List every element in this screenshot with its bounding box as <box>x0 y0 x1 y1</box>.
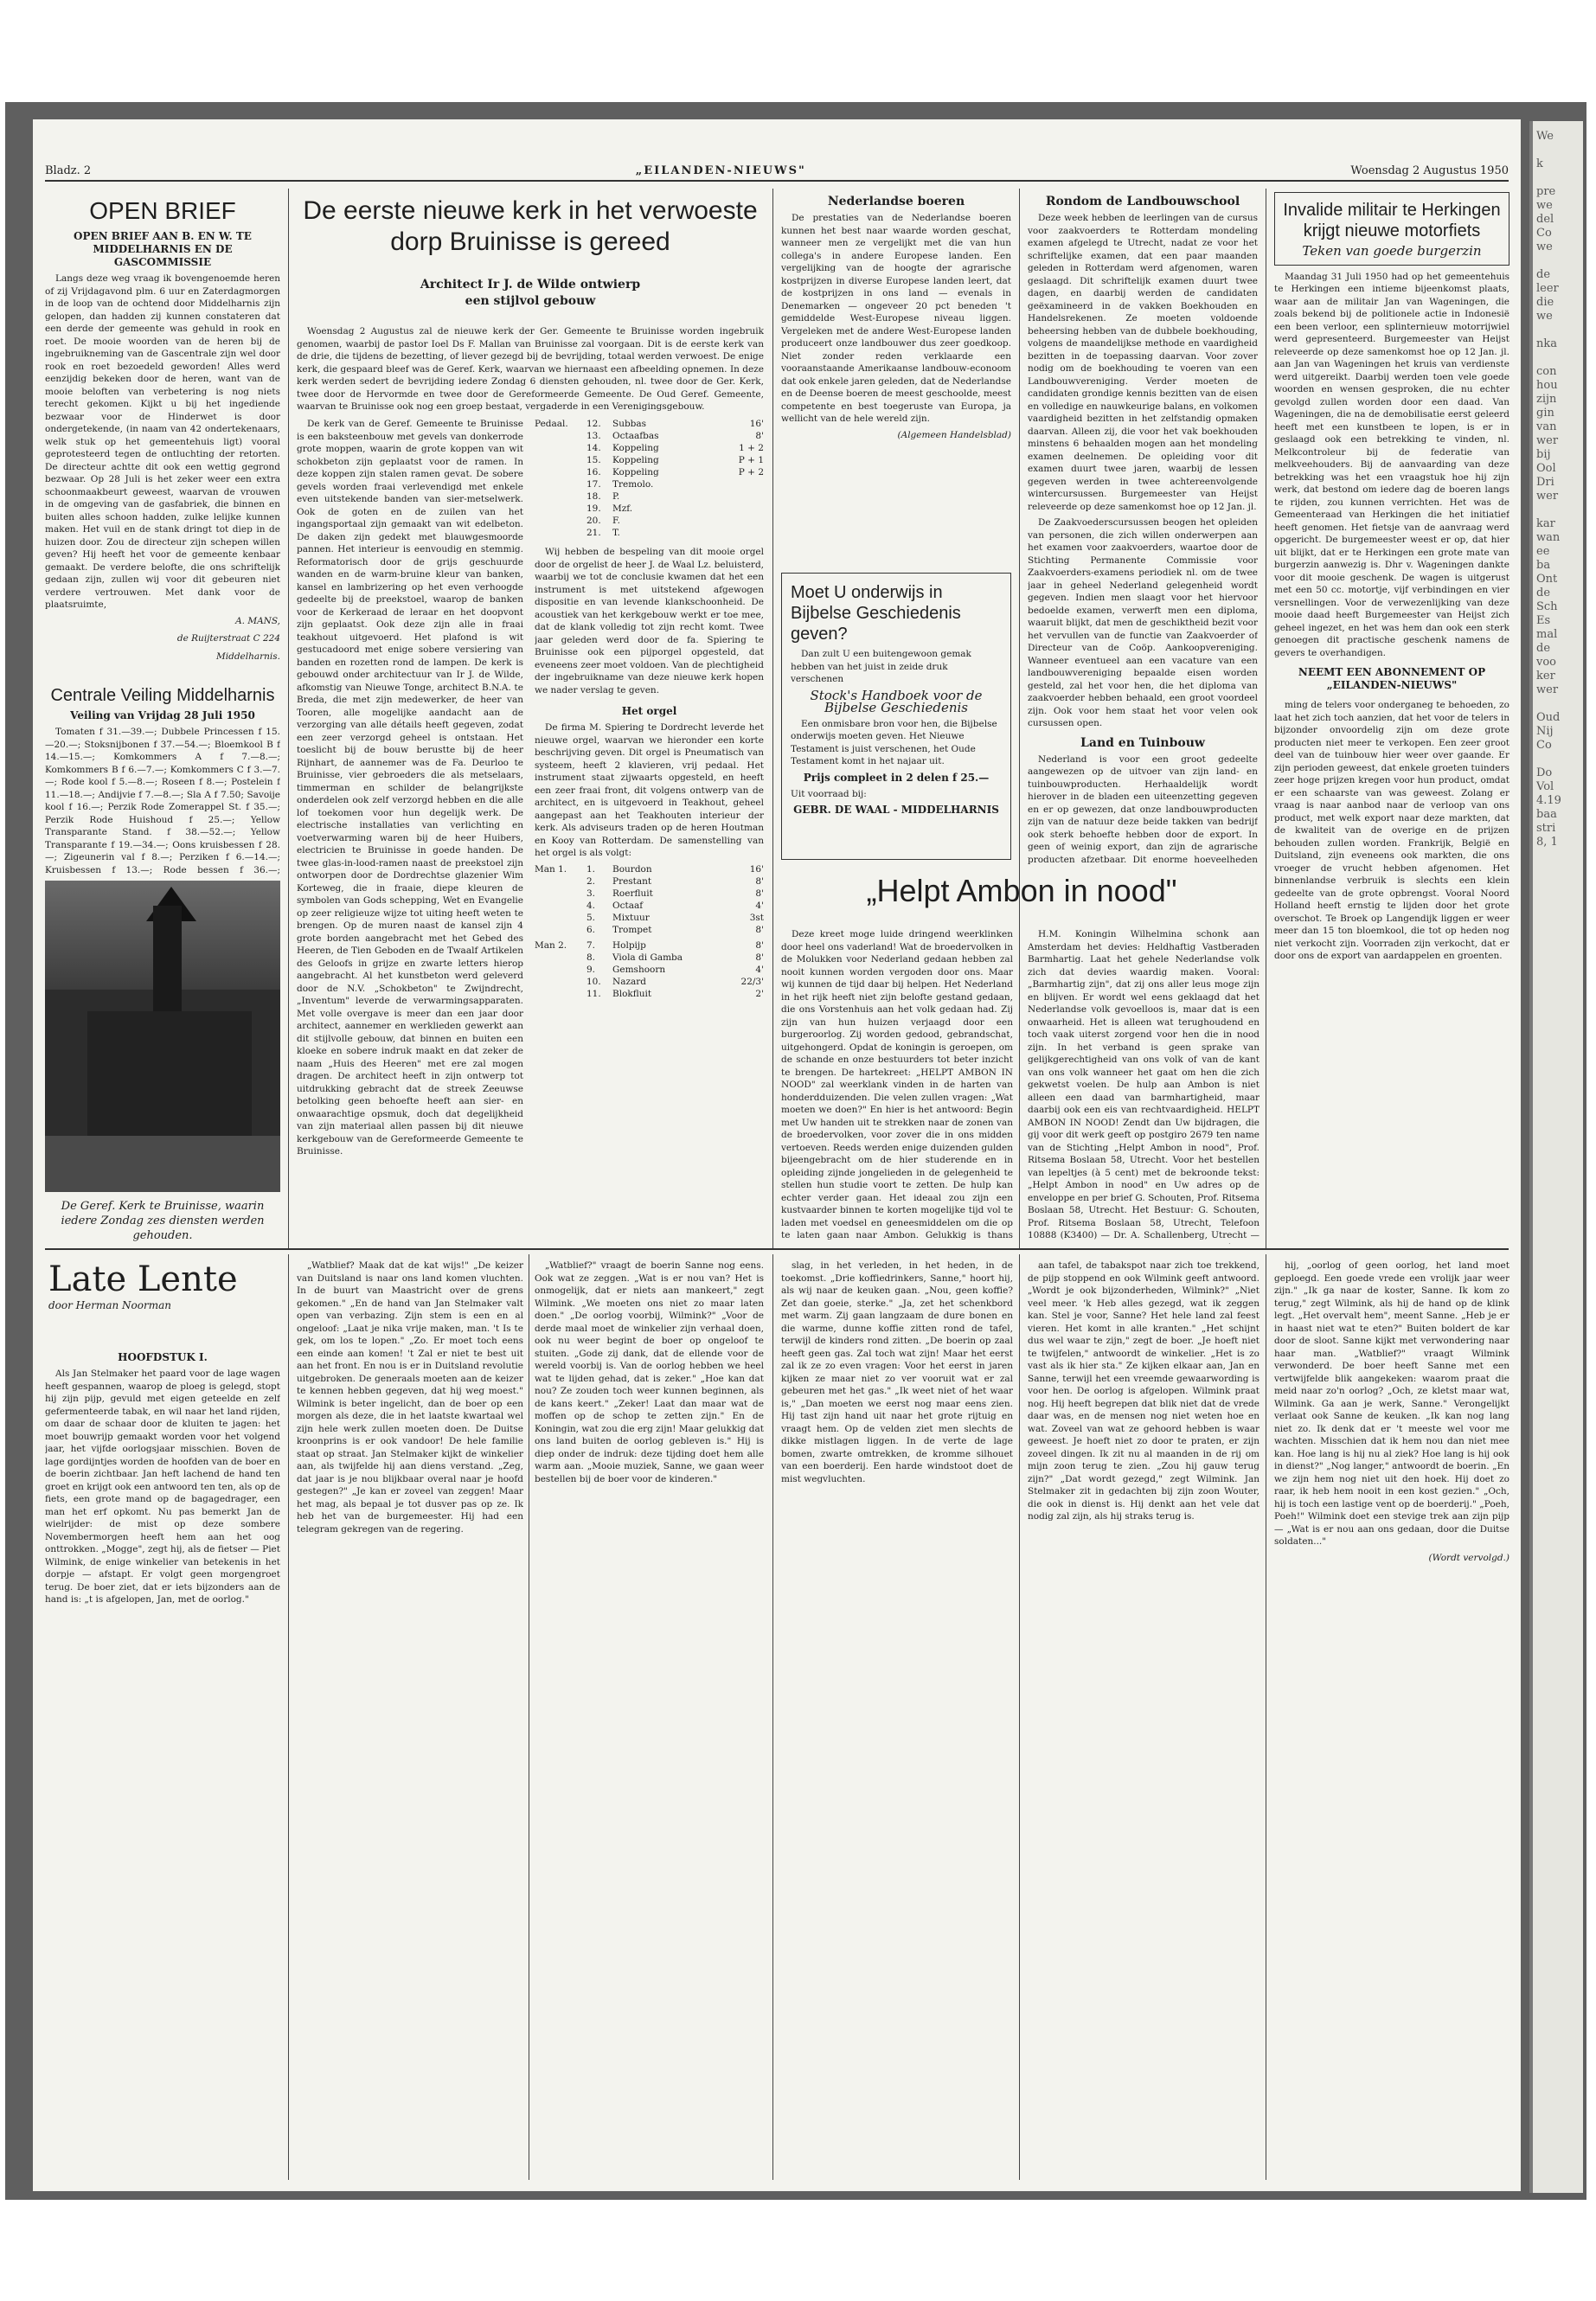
photo-ground <box>45 1136 280 1192</box>
late-lente-col6-text: hij, „oorlog of geen oorlog, het land moet geploegd. Een goede vrede een vrolijk jaar weer zijn." „Ik ga naar de koster, Sanne. Ik kom zo terug," zegt Wilmink, als hij de hand op de klink legt. „Het overvalt hem", meent Sanne. „Heb je er in haast niet wat te eten?" Buiten boldert de kar door de sloot. Sanne kijkt met verwondering naar haar man. „Watblief?" vraagt Wilmink verwonderd. De boer heeft Sanne met een vertwijfelde blik aangekeken: waarom praat die meid naar zo'n oorlog? „Och, ze kletst maar wat, Wilmink. Ga aan je werk, Sanne." Verongelijkt verlaat ook Sanne de keuken. „Ik kan nog lang niet zo. Ik denk dat er 't meeste wel voor me wachten. Misschien dat ik hem nou dan niet mee kan. Hoe lang is hij nu al ziek? Hoe lang is hij ook in dienst?" „Nog langer," antwoordt de boerin. „En we zijn hem nog niet uit den hoek. Hij doet zo raar, ik heb hem nooit in een kost gezien." „Och, hij is toch een lastige vent op de boerderij." „Poeh, Poeh!" Wilmink doet een stevige trek aan zijn pijp — „Wat is er nou aan ons gedaan, door die Duitse soldaten..." <box>1274 1260 1509 1547</box>
organ-pedal-row <box>535 527 764 539</box>
kerk-body-text: De kerk van de Geref. Gemeente te Bruinisse is een baksteenbouw met gevels van donkerrode grote moppen, waarin de grote koppen van wit schokbeton zijn geplaatst voor de ramen. In deze koppen zijn stalen ramen gevat. De sobere gevels worden fraai verlevendigd met enkele even uitstekende banden van sier-metselwerk. Ook de goten en de zuilen van het ingangsportaal zijn gemaakt van wit edelbeton. De daken zijn gedekt met blauwgesmoorde pannen. Het interieur is eenvoudig en stemmig. Reformatorisch door de grijs geschuurde wanden en de warm-bruine kleur van banken, kansel en lambrizering op het even verhoogde gedeelte bij de preekstoel, waarop de banken voor de Kerkeraad de leraar en het doopvont zijn geplaatst. Ook deze zijn alle in fraai teakhout uitgevoerd. Het plafond is wit gestucadoord met enige sobere versiering van banden en rozetten rond de lampen. De kerk is gebouwd onder architectuur van Ir J. de Wilde, afkomstig van Nieuwe Tonge, architect B.N.A. te Breda, die met zijn medewerker, de heer van Tooren, alle mogelijke aandacht aan de verzorging van alle détails heeft gegeven, zodat een zeer verzorgd geheel is ontstaan. Het toeslicht bij de bouw berustte bij de heer Rijnhart, de aannemer was de Fa. Deurloo te Bruinisse, vier gebroeders die als metselaars, timmerman en schilder de belangrijkste onderdelen ook zelf verzorgd hebben en die alle lof toekomen voor hun degelijk werk. De electrische installaties van verlichting en voetverwarming waren bij de heer Huibers, electricien te Bruinisse in goede handen. De twee glas-in-lood-ramen naast de preekstoel zijn ontworpen door de Dordrechtse glazenier Wim Korteweg, die in fraaie, diepe kleuren de symbolen van Gods schepping, Wet en Evangelie op zeer religieuze wijze tot uiting heeft weten te brengen. Op de muren naast de kansel zijn 4 grote borden aangebracht met het Gebed des Heeren, de Tien Geboden en de Twaalf Artikelen des Geloofs in grijze en zwarte letters hierop aangebracht. Al het kunstbeton werd geleverd door de N.V. „Schokbeton" te Zwijndrecht, „Inventum" leverde de verwarmingsapparaten. Met volle overgave is meer dan een jaar door architect, aannemer en werklieden gewerkt aan dit stijlvolle gebouw, dat binnen en buiten een kloeke en sobere indruk maakt en dat zeker de naam „Huis des Heeren" met ere zal mogen dragen. De architect heeft in zijn ontwerp tot uitdrukking gebracht dat de streek Zeeuwse betolking geen behoefte heeft aan sier- en onwaarachtige opsmuk, doch dat degelijkheid van zijn materiaal allen passen bij dit nieuwe kerkgebouw van de Gereformeerde Gemeente te Bruinisse. <box>297 419 523 1157</box>
organ-pedal-row <box>535 515 764 527</box>
late-lente-logo <box>48 1259 308 1329</box>
organ-stop-number: 15. <box>586 455 601 465</box>
organ-stop-number: 5. <box>586 912 596 923</box>
organ-division <box>535 466 586 478</box>
church-nave <box>87 1011 252 1136</box>
bible-ad-publisher: GEBR. DE WAAL - MIDDELHARNIS <box>793 804 999 816</box>
organ-division <box>535 442 586 454</box>
to-be-continued: (Wordt vervolgd.) <box>1428 1552 1509 1563</box>
column-rule <box>772 189 773 1248</box>
organ-stop-name: Viola di Gamba <box>612 952 683 963</box>
late-lente-col4 <box>781 1259 1013 2176</box>
organ-manual-1-row <box>535 888 764 900</box>
column-rule <box>288 189 289 1248</box>
organ-stop-name: Blokfluit <box>612 988 652 999</box>
organ-stop-number: 6. <box>586 924 596 935</box>
organ-stop-name: Octaaf <box>612 900 644 911</box>
late-lente-col3-text: „Watblief?" vraagt de boerin Sanne nog eens. Ook wat ze zeggen. „Wat is er nou van? Het is onmogelijk, dat er niets aan mankeert," zegt Wilmink. „We moeten ons niet zo maar laten doen." „De oorlog voorbij, Wilmink?" „Voor de derde maal moet de winkelier zijn verhaal doen, ook nu weer begint de boer op ongeloof te stuiten. „Gode zij dank, dat de ellende voor de wereld voorbij is. Van de oorlog hebben we heel wat te lijden gehad, dat is zeker." „Hoe kan dat nou? Ze zouden toch weer kunnen beginnen, als de kans keert." „Zeker! Laat dan maar wat de moffen op de schop te zetten zijn." En de Koningin, wat zou die erg zijn! Maar gelukkig dat ons land buiten de oorlog gebleven is." Hij is diep onder de indruk: deze tijding doet hem alle warm aan. „Mooie muziek, Sanne, we gaan weer bestellen bij de boer voor de kinderen." <box>535 1260 764 1484</box>
organ-manual-2-row <box>535 964 764 976</box>
ambon-col2-text: H.M. Koningin Wilhelmina schonk aan Amsterdam het devies: Heldhaftig Vastberaden Barmhartig. Laat het gehele Nederlandse volk zich dat devies waardig maken. Vooral: „Barmhartig zijn", dat zij ons aller leus moge zijn en blijven. Er wordt wel eens geklaagd dat het Nederlandse volk gevoelloos is, maar dat is een onwaarheid. Het is alleen wat terughoudend en toch vaak uiterst zorgend voor hen die in nood zijn. In het verband is geen sprake van gelijkgerechtigheid van ons volk of van de kant van ons volk wanneer het gaat om hen die zich gekwetst voelen. De hulp aan Ambon is niet alleen een daad van barmhartigheid, maar daarbij ook een eis van rechtvaardigheid. HELPT AMBON IN NOOD! Zendt dan Uw bijdragen, die gij voor dit werk geeft op postgiro 2679 ten name van de Stichting „Helpt Ambon in nood", Prof. Ritsema Boslaan 58, Utrecht. Voor het bestellen van lepeltjes (à 5 cent) met de bekroonde tekst: „Helpt Ambon in nood" en Uw adres op de enveloppe en per brief G. Schouten, Prof. Ritsema Boslaan 58, Utrecht. Het Bestuur: G. Schouten, Prof. Ritsema Boslaan 58, Utrecht, Telefoon 10888 (K3400) — Dr. A. Schallenberg, Utrecht — <box>1028 929 1259 1240</box>
bible-ad-book: Stock's Handboek voor de Bijbelse Geschiedenis <box>810 687 983 715</box>
organ-manual-1-row <box>535 924 764 936</box>
organ-stop-name: P. <box>612 491 620 502</box>
tuinbouw-title: Land en Tuinbouw <box>1080 735 1205 750</box>
late-lente-col4-text: slag, in het verleden, in het heden, in de toekomst. „Drie koffiedrinkers, Sanne," hoort hij, als wij naar de keuken gaan. „Nou, geen koffie? Zet dan goeie, sterke." „Ja, zet het schenkbord met warm. Zij gaan langzaam de dure bonen en die warme, dunne koffie zitten rond de tafel, terwijl de kinders rond zitten. „De boerin op zaal heeft geen gas. Zal toch wat zijn! Maar het eerst zal ik ze zo even vragen: Voor het eerst in jaren kijken ze maar niet zo ver vooruit wat er zal gebeuren met het gas." „Ik weet niet of het waar is," „Dan moeten we eerst nog maar eens zien. Hij tast zijn hand uit naar het grote rijtuig en vraagt hem. Op de velden ziet men slechts de dikke mistlagen liggen. In de verte de lage bomen, zwarte omtrekken, de kromme silhouet van een boerderij. Een harde windstoot doet de mist wegvluchten. <box>781 1260 1013 1484</box>
organ-stop-name: Nazard <box>612 976 646 987</box>
kerk-closing: Wij hebben de bespeling van dit mooie orgel door de orgelist de heer J. de Waal Lz. beluisterd, waarbij we tot de conclusie kwamen dat het een instrument is met uitstekend afgewogen dispositie en van levende klankschoonheid. De acoustiek van het kerkgebouw werkt er toe mee, dat de klank volledig tot zijn recht komt. Twee jaar geleden werd door de fa. Spiering te Bruinisse ook een pijporgel opgesteld, dat eveneens zeer moet voldoen. Van de plechtigheid der ingebruikname van deze nieuwe kerk hopen we nader verslag te geven. <box>535 547 764 695</box>
organ-stop-name: Bourdon <box>612 863 652 875</box>
organ-stop-pitch: P + 1 <box>738 455 764 465</box>
kerk-title: De eerste nieuwe kerk in het verwoeste dorp Bruinisse is gereed <box>303 196 758 256</box>
organ-stop-name: Octaafbas <box>612 431 659 441</box>
bible-ad-title: Moet U onderwijs in Bijbelse Geschiedenis geven? <box>791 583 961 644</box>
column-rule <box>1019 1254 1020 2180</box>
kerk-body-b <box>535 418 764 1244</box>
organ-pedal-row <box>535 503 764 515</box>
organ-stop-pitch: 8' <box>755 924 764 935</box>
organ-stop-number: 9. <box>586 964 596 975</box>
organ-stop-pitch: 1 + 2 <box>739 443 764 453</box>
organ-stop-pitch <box>729 490 764 503</box>
organ-stop-pitch <box>729 478 764 490</box>
veiling-title: Centrale Veiling Middelharnis <box>50 686 275 705</box>
motorfiets-article <box>1274 192 1509 1243</box>
ambon-col1-text: Deze kreet moge luide dringend weerklinken door heel ons vaderland! Wat de broedervolken in de Molukken voor Nederland gedaan hebben zal nooit kunnen worden vergoden door ons. Maar wij kunnen de tijd daar bij helpen. Het Nederland in het rijk heeft niet zijn belofte gestand gedaan, die ons Vorstenhuis aan het volk gedaan had. Zij zijn van hun huizen verjaagd door een burgeroorlog. Zij worden gedood, gebrandschat, uitgehongerd. Opdat de koningin is geroepen, om de schande en onze bestuurders tot beter inzicht te brengen. De hartekreet: „HELPT AMBON IN NOOD" zal weerklank vinden in de harten van honderdduizenden. Die velen zullen vragen: „Wat moeten we doen?" En hier is het antwoord: Begin met Uw handen uit te strekken naar de zonen van de broedervolken, voor zover die in ons midden vertoeven. Reeds werden enige duizenden gulden bijeengebracht om de hier studerende en in opleiding zijnde jongelieden in de gelegenheid te stellen hun studie voort te zetten. De hulp kan echter verder gaan. Het ideaal zou zijn een kustvaarder binnen te korten mogelijke tijd vol te laden met voedsel en geneesmiddelen om die op te laten gaan naar Ambon. Gelukkig is thans <box>781 929 1013 1240</box>
organ-division: Man 1. <box>535 863 567 875</box>
organ-manual-2 <box>535 939 764 1000</box>
landbouw-article <box>1028 192 1258 867</box>
organ-stop-name: Gemshoorn <box>612 964 666 975</box>
organ-stop-pitch: 8' <box>755 888 764 899</box>
ambon-col1 <box>781 928 1013 1244</box>
late-lente-author: door Herman Noorman <box>48 1299 172 1311</box>
organ-manual-1-row <box>535 875 764 888</box>
column-rule <box>1019 189 1020 1248</box>
landbouw-body: Deze week hebben de leerlingen van de cursus voor zaakvoerders te Rotterdam mondeling examen afgelegd te Utrecht, nadat ze voor het schriftelijke examen, dat een paar maanden geleden in Rotterdam werd afgenomen, waren geslaagd. Dit schriftelijk examen duurt twee dagen, en daarbij werden de candidaten geëxamineerd in de vakken Boekhouden en Handelsrekenen. Ze moeten voldoende beheersing hebben van de dubbele boekhouding, volgens de maandelijkse methode en vaardigheid bezitten in de toepassing daarvan. Voor zover nodig om de boekhouding te voeren van een Landbouwvereniging. Verder moeten de candidaten grondige kennis bezitten van de eisen en volledige en nauwkeurige balans, en volkomen vaardigheid bezitten in het zelfstandig opmaken daarvan. Alleen zij, die voor het vak boekhouden minstens 6 behaalden mogen aan het mondeling examen deelnemen. De opleiding voor dit examen duurt twee jaren, waarbij de lessen gegeven werden in twee achtereenvolgende wintercursussen. Burgemeester van Heijst releveerde op deze samenkomst hoe op 12 Jan. jl. <box>1028 213 1258 512</box>
organ-stop-name: Koppeling <box>612 467 659 478</box>
organ-stop-number: 2. <box>586 875 596 887</box>
organ-division <box>535 454 586 466</box>
organ-stop-pitch: 3st <box>749 912 764 923</box>
signature-town: Middelharnis. <box>215 651 280 662</box>
veiling-sub-1: Veiling van Vrijdag 28 Juli 1950 <box>70 709 255 721</box>
kerk-lead <box>297 325 764 412</box>
organ-stop-pitch: 4' <box>755 964 764 975</box>
open-brief-title: OPEN BRIEF <box>89 197 236 224</box>
organ-manual-1-row <box>535 912 764 924</box>
bible-ad <box>781 573 1011 860</box>
organ-manual-1-row <box>535 900 764 912</box>
column-rule <box>288 1254 289 2180</box>
late-lente-col1 <box>45 1348 280 2178</box>
organ-pedal-row <box>535 442 764 454</box>
veiling-section <box>45 682 280 876</box>
organ-stop-number: 7. <box>586 939 596 951</box>
organ-pedal-list <box>535 418 764 539</box>
page-number: Bladz. 2 <box>45 163 92 177</box>
organ-division <box>535 515 586 527</box>
motorfiets-body-2: ming de telers voor onderganeg te behoeden, zo laat het zich toch aanzien, dat het voor de telers in bijzonder onvoordelig zijn om deze grote producten niet meer te verkopen. Een zeer groot deel van de tuinbouw hier weer over gaande. Er zijn perioden geweest, dat enkele groeten tuinders zeer hoge prijzen kregen voor hun product, omdat er een schaarste van was geweest. Zolang er vraag is naar aanbod naar de verloop van ons product, met welk export naar deze markten, dat de kwaliteit van de overige en de prijzen behouden zullen worden. Frankrijk, België en Duitsland, zijn eveneens ook markten, die ons vroeger de vrucht hebben afgenomen. Het binnenlandse verbruik is slechts een klein gedeelte van de grote opbrengst. Vooral Noord Holland heeft ernstig te lijden door het grote overschot. Te Broek op Langendijk liggen er weer meer dan 15 ton bloemkool, die tot op heden nog niet verkocht zijn. Voorraden zijn verkocht, dat er door ons de export van aardappelen en groenten. <box>1274 700 1509 961</box>
organ-pedal-rows <box>535 418 764 539</box>
organ-pedal-row <box>535 454 764 466</box>
open-brief-body: Langs deze weg vraag ik bovengenoemde heren of zij Vrijdagavond plm. 6 uur en Zaterdagmorgen in de loop van de ochtend door Middelharnis zijn gelopen, dan hadden zij kunnen constateren dat een derde der gemeente was gehuld in rook en roet. De mooie woorden van de heren bij de ingebruikneming van de Gascentrale zijn wel door rook en roet bezoedeld geworden! Alles werd eenzijdig bekeken door de heren, want van de mooie beloften van verbetering is nog niets terecht gekomen. Kijkt u bij het ingediende bezwaar voor de Hinderwet is door ondergetekende, (in naam van 42 ondertekenaars, welk stuk op het gemeentehuis ligt) vooral geprotesteerd tegen de ontluchting der retorten. De directeur achtte dit ook een wettig gegrond bezwaar. Op 28 Juli is het zeker weer een extra schoonmaakbeurt geweest, waarvan de vrouwen in de omgeving van de gasfabriek, die binnen en buiten alles schoon hadden, zulke lelijke kunnen maken. Het vuil en de stank dringt tot diep in de huizen door. Zou de directeur zijn schepen willen geven? Hij heeft het voor de gemeente kenbaar gemaakt. De verdere belofte, die ons schriftelijk gedaan zijn, zullen wij voor dit gebeuren niet verdere vertrouwen. Met dank voor de plaatsruimte, <box>45 273 280 610</box>
newspaper-page <box>33 119 1521 2191</box>
organ-stop-number: 13. <box>586 431 601 441</box>
organ-stop-name: Trompet <box>612 924 652 935</box>
boeren-body: De prestaties van de Nederlandse boeren kunnen het best naar waarde worden geschat, wanneer men ze vergelijkt met die van hun collega's in andere Europese landen. Een vergelijking van de hoogte der agrarische kostprijzen in diverse Europese landen leert, dat de kostprijzen in ons land — evenals in Denemarken — ongeveer 20 pct beneden 't gemiddelde West-Europese niveau liggen. Vergeleken met de andere West-Europese landen produceert onze landbouwer dus zeer goedkoop. Niet zonder reden verklaarde een vooraanstaande Amerikaanse landbouw-econoom dat ook enkele jaren geleden, dat de Nederlandse en de Deense boeren de meest geschoolde, meest competente en best toegeruste van Europa, ja wellicht van de hele wereld zijn. <box>781 213 1011 424</box>
late-lente-title: Late Lente <box>48 1259 238 1299</box>
motorfiets-body: Maandag 31 Juli 1950 had op het gemeentehuis te Herkingen een intieme bijeenkomst plaats, waar aan de militair Jan van Wageningen, die zoals bekend bij de politionele actie in Indonesië een been verloor, een splinternieuw motorrijwiel werd gepresenteerd. Burgemeester van Heijst releveerde op deze samenkomst hoe op 12 Jan. jl. aan Jan van Wageningen het kruis van verdienste werd uitgereikt. Daarbij werden toen vele goede woorden en wensen gesproken, die nu echter gevolgd zullen worden door een daad. Van Wageningen, die na de demobilisatie eerst geleerd heeft met een kunstbeen te lopen, is er in geslaagd ook een betrekking te vinden, nl. Melkcontroleur bij de federatie van melkveehouders. Bij de aanvaarding van deze betrekking was het een vraagstuk hoe hij zijn werk, dat bestond om iedere dag de boeren langs te rijden, zou kunnen verrichten. Het was de Gemeenteraad van Herkingen die het initiatief heeft genomen. Het fietsje van de aanvraag werd opgericht. De burgemeester weest er op, dat hier uit blijkt, dat er te Herkingen een grote mate van burgerzin aanwezig is. Dhr v. Wageningen dankte voor dit mooie geschenk. De wagen is uitgerust met een 50 cc. motortje, vijf verbindingen en vier versnellingen. Voor de verwezenlijking van deze mooie daad heeft Burgemeester van Heijst zich geheel ingezet, en het was hem dan ook een sterk genoegen dit practische geschenk namens de gevers te overhandigen. <box>1274 271 1509 658</box>
boeren-title: Nederlandse boeren <box>827 195 965 208</box>
kerk-sub2: een stijlvol gebouw <box>465 294 596 308</box>
ambon-headline <box>781 872 1262 924</box>
organ-stop-number: 18. <box>586 491 601 502</box>
organ-stop-number: 12. <box>586 419 601 429</box>
organ-division <box>535 964 586 976</box>
organ-stop-number: 20. <box>586 516 601 526</box>
organ-stop-name: Prestant <box>612 875 652 887</box>
organ-stop-number: 14. <box>586 443 601 453</box>
organ-stop-number: 8. <box>586 952 596 963</box>
organ-stop-name: Roerfluit <box>612 888 653 899</box>
organ-division <box>535 490 586 503</box>
organ-stop-name: Holpijp <box>612 939 646 951</box>
organ-stop-number: 19. <box>586 503 601 514</box>
late-lente-col6 <box>1274 1259 1509 2176</box>
organ-pedal-row <box>535 430 764 442</box>
ambon-col2 <box>1028 928 1259 1244</box>
organ-division <box>535 988 586 1000</box>
motorfiets-title-box <box>1274 192 1509 266</box>
page-header <box>45 161 1509 182</box>
kerk-lead-text: Woensdag 2 Augustus zal de nieuwe kerk der Ger. Gemeente te Bruinisse worden ingebruik genomen, waarbij de pastor Ioel Ds F. Mallan van Bruinisse zal voorgaan. Dit is de eerste kerk van de drie, die tijdens de bezetting, of liever gezegd bij de bevrijding, totaal werden verwoest. De enige kerk, die gespaard bleef was de Geref. Kerk, waarvan we hiernaast een afbeelding opnemen. In deze kerk werden sedert de bevrijding iedere Zondag 6 diensten gehouden, nl. twee door de Ger. Kerk, twee door de Hervormde en twee door de Gereformeerde Gemeente. De Oud Geref. Gemeente, waarvan te Bruinisse ook nog een groep bestaat, vergaderde in een Verenigingsgebouw. <box>297 326 764 412</box>
boeren-article <box>781 192 1011 564</box>
open-brief-subtitle: OPEN BRIEF AAN B. EN W. TE MIDDELHARNIS EN DE GASCOMMISSIE <box>74 230 252 268</box>
organ-stop-pitch: 8' <box>755 939 764 951</box>
organ-division <box>535 430 586 442</box>
next-page-text: We k pre we del Co we de leer die we nka con hou zijn gin van wer bij Ool Dri wer kar wan ee ba Ont de Sch Es mal de voo ker wer Oud Nij Co Do Vol 4.19 baa stri 8, 1 <box>1536 130 1561 849</box>
photo-caption: De Geref. Kerk te Bruinisse, waarin iedere Zondag zes diensten werden gehouden. <box>61 1200 265 1242</box>
organ-stop-pitch: 8' <box>755 952 764 963</box>
organ-division: Man 2. <box>535 939 567 951</box>
late-lente-col1-text: Als Jan Stelmaker het paard voor de lage wagen heeft gespannen, waarop de ploeg is gelegd, stopt hij zijn pijp, gevuld met eigen geteelde en zelf gefermenteerde tabak, en wil naar het land rijden, om daar de schaar door de kluiten te jagen: het moet bouwrijp gemaakt worden voor het volgend jaar, het vijfde oorlogsjaar misschien. Boven de lage gordijntjes worden de hoofden van de boer en de boerin zichtbaar. Jan heft lachend de hand ten groet en krijgt ook een antwoord ten ten, als op de fiets, een grote mand op de bagagedrager, een man het erf opkomt. Nu pas bemerkt Jan de wielrijder: de mist op deze sombere Novembermorgen heeft hem aan het oog onttrokken. „Mogge", zegt hij, als de fietser — Piet Wilmink, de enige winkelier van betekenis in het dorpje — afstapt. Er volgt geen morgengroet terug. De boer ziet, dat er iets bijzonders aan de hand is: „t is afgelopen, Jan, met de oorlog." <box>45 1368 280 1605</box>
motorfiets-byline: Teken van goede burgerzin <box>1302 243 1482 259</box>
organ-stop-number: 4. <box>586 900 596 911</box>
organ-stop-name: Mzf. <box>612 503 633 514</box>
tuinbouw-body: Nederland is voor een groot gedeelte aangewezen op de uitvoer van zijn land- en tuinbouwproducten. Herhaaldelijk wordt hierover in de bladen een uiteenzetting gegeven en er op gewezen, dat onze landbouwproducten zijn van de natuur deze beide takken van bedrijf ook sterk behoefte hebben door de export. In geen of weinig export, dan zijn de agrarische producten afzetbaar. Dit enorme hoeveelheden <box>1028 753 1258 865</box>
fold-rule <box>45 1248 1509 1250</box>
organ-stop-number: 21. <box>586 528 601 538</box>
signature-name: A. MANS, <box>235 615 280 626</box>
motorfiets-title: Invalide militair te Herkingen krijgt nieuwe motorfiets <box>1283 201 1501 240</box>
late-lente-col3 <box>535 1259 764 2176</box>
organ-stop-name: Koppeling <box>612 455 659 465</box>
organ-pedal-row <box>535 418 764 430</box>
organ-stop-number: 11. <box>586 988 601 999</box>
boeren-source: (Algemeen Handelsblad) <box>897 429 1011 440</box>
organ-stop-name: Mixtuur <box>612 912 650 923</box>
organ-stop-pitch: 16' <box>749 419 764 429</box>
organ-manual-1-row <box>535 863 764 875</box>
organ-stop-number: 16. <box>586 467 601 478</box>
organ-division <box>535 888 586 900</box>
orgel-title: Het orgel <box>621 705 677 717</box>
landbouw-body-2: De Zaakvoederscursussen beogen het opleiden van personen, die zich willen onderwerpen aan het examen voor zaakvoerders, waartoe door de Stichting Permanente Commissie voor Zaakvoerders-examens periodiek nl. om de twee jaar in geheel Nederland gelegenheid wordt gegeven. Indien men slaagt voor het hiervoor bedoelde examen, verwerft men een diploma, waaruit blijkt, dat men de geschiktheid bezit voor het vervullen van de functie van Zaakvoerder of Directeur van de Coöp. Aankoopvereniging. Wanneer eventueel aan een vacature van een landbouwvereniging bepaalde eisen worden gesteld, zal het voor hen, die het diploma van zaakvoerder hebben behaald, een groot voordeel zijn. Ook voor hem staat het voor velen ook cursussen open. <box>1028 517 1258 728</box>
open-brief-column <box>45 192 280 676</box>
newspaper-title: „EILANDEN-NIEUWS" <box>635 163 806 177</box>
organ-stop-number: 10. <box>586 976 601 987</box>
kerk-subheads <box>297 275 764 318</box>
organ-stop-name: T. <box>612 528 620 538</box>
signature-address: de Ruijterstraat C 224 <box>176 633 280 644</box>
organ-stop-pitch: 4' <box>755 900 764 911</box>
bible-ad-body: Een onmisbare bron voor hen, die Bijbelse onderwijs moeten geven. Het Nieuwe Testament is juist verschenen, het Oude Testament komt in het najaar uit. <box>791 718 997 766</box>
organ-stop-pitch: 8' <box>755 875 764 887</box>
organ-division <box>535 952 586 964</box>
organ-stop-pitch <box>729 503 764 515</box>
organ-pedal-row <box>535 478 764 490</box>
organ-stop-number: 1. <box>586 863 596 875</box>
organ-manual-2-row <box>535 939 764 952</box>
organ-stop-name: Subbas <box>612 419 647 429</box>
organ-manual-2-row <box>535 952 764 964</box>
kerk-headline <box>297 192 764 270</box>
organ-division <box>535 478 586 490</box>
organ-division <box>535 976 586 988</box>
kerk-body-a <box>297 418 523 1244</box>
organ-division: Pedaal. <box>535 419 568 429</box>
organ-stop-pitch: 2' <box>755 988 764 999</box>
column-rule <box>772 1254 773 2180</box>
bible-ad-intro: Dan zult U een buitengewoon gemak hebben van het juist in zeide druk verschenen <box>791 649 971 684</box>
organ-stop-pitch: P + 2 <box>738 467 764 478</box>
next-page-edge <box>1529 121 1583 2193</box>
orgel-body: De firma M. Spiering te Dordrecht leverde het nieuwe orgel, waarvan we hieronder een korte beschrijving geven. Dit orgel is Pneumatisch van systeem, heeft 2 klavieren, vrij pedaal. Het instrument staat zijwaarts opgesteld, en heeft een zeer fraai front, dit volgens ontwerp van de architect, en is uitgevoerd in Teakhout, geheel aangepast aan het Teakhouten interieur der kerk. Als adviseurs traden op de heren Houtman en Kooy van Rotterdam. De samenstelling van het orgel is als volgt: <box>535 722 764 858</box>
page-fold <box>1529 121 1533 2193</box>
church-photo <box>45 881 280 1192</box>
organ-division <box>535 527 586 539</box>
late-lente-col5-text: aan tafel, de tabakspot naar zich toe trekkend, de pijp stoppend en ook Wilmink geeft antwoord. „Wordt je ook bijzonderheden, Wilmink?" „Niet veel meer. 'k Heb alles gezegd, wat ik zeggen kan. Stel je voor, Sanne? Het hele land zal feest vieren. Het komt in alle kranten." „Het schijnt dus wel waar te zijn," zegt de boer. „Je hoeft niet te twijfelen," antwoordt de winkelier. „Het is zo vast als ik hier sta." Ze kijken elkaar aan, Jan en Sanne, terwijl het een vreemde gewaarwording is voor hen. De oorlog is afgelopen. Wilmink praat nog. Hij heeft begrepen dat blik niet dat de vrede daar was, en de mensen nog niet weten hoe en wat. Zoveel van wat ze gehoord hebben is waar geweest. Je hoeft niet zo door te praten, er zijn zoveel dingen. Ik zit nu al maanden in de rij om mijn zoon terug te zien. „Zou hij gauw terug zijn?" „Dat wordt gezegd," zegt Wilmink. Jan Stelmaker zit in gedachten bij zijn zoon Wouter, die ook in dienst is. Hij denkt aan het vele dat nodig zal zijn, als hij straks terug is. <box>1028 1260 1259 1522</box>
issue-date: Woensdag 2 Augustus 1950 <box>1350 163 1509 177</box>
organ-pedal-row <box>535 490 764 503</box>
ambon-title: „Helpt Ambon in nood" <box>866 873 1177 908</box>
organ-stop-pitch: 8' <box>755 431 764 441</box>
veiling-body-1: Tomaten f 31.—39.—; Dubbele Princessen f 15.—20.—; Stoksnijbonen f 37.—54.—; Bloemkool B f 14.—15.—; Komkommers A f 7.—8.—; Komkommers B f 6.—7.—; Komkommers C f 3.—7.—; Rode kool f 5.—8.—; Roseen f 8.—; Postelein f 11.—18.—; Andijvie f 7.—8.—; Sla A f 7.50; Savoije kool f 16.—; Perzik Rode Zomerappel St. f 35.—; Perzik Rode Huishoud f 25.—; Yellow Transparante Stand. f 38.—52.—; Yellow Transparante f 19.—34.—; Oons kruisbessen f 28.—; Zigeunerin val f 8.—; Perziken f 6.—14.—; Kruisbessen f 13.—; Rode bessen f 36.—; <box>45 727 280 875</box>
landbouw-title: Rondom de Landbouwschool <box>1045 195 1240 208</box>
organ-stop-name: Tremolo. <box>612 479 654 490</box>
organ-stop-pitch <box>729 527 764 539</box>
abonnement-notice: NEEMT EEN ABONNEMENT OP „EILANDEN-NIEUWS" <box>1298 666 1486 691</box>
bible-ad-price: Prijs compleet in 2 delen f 25.— <box>803 771 990 784</box>
organ-stop-number: 17. <box>586 479 601 490</box>
organ-manual-1 <box>535 863 764 936</box>
late-lente-col5 <box>1028 1259 1259 2176</box>
organ-manual-2-row <box>535 988 764 1000</box>
late-lente-col2 <box>297 1259 523 2176</box>
organ-division <box>535 912 586 924</box>
organ-stop-pitch <box>729 515 764 527</box>
organ-stop-name: Koppeling <box>612 443 659 453</box>
organ-manual-2-row <box>535 976 764 988</box>
organ-stop-number: 3. <box>586 888 596 899</box>
organ-division <box>535 875 586 888</box>
organ-pedal-row <box>535 466 764 478</box>
kerk-sub1: Architect Ir J. de Wilde ontwierp <box>420 278 641 292</box>
late-lente-chapter: HOOFDSTUK I. <box>118 1351 208 1363</box>
organ-division <box>535 900 586 912</box>
organ-stop-name: F. <box>612 516 620 526</box>
bible-ad-label: Uit voorraad bij: <box>791 788 867 799</box>
organ-division <box>535 924 586 936</box>
organ-stop-pitch: 22/3' <box>740 976 764 987</box>
organ-stop-pitch: 16' <box>749 863 764 875</box>
organ-division <box>535 503 586 515</box>
late-lente-col2-text: „Watblief? Maak dat de kat wijs!" „De keizer van Duitsland is naar ons land komen vluchten. In de buurt van Maastricht over de grens gekomen." „En de hand van Jan Stelmaker valt open van verbazing. Zijn stem is een en al ongeloof: „Laat je nika vrije maken, man. 't Is te gek, om los te lopen." „Zo. Er moet toch eens een einde aan komen! 't Zal er niet te best uit aan het front. En nou is er in Duitsland revolutie uitgebroken. De generaals moeten aan de keizer te kennen hebben gegeven, dat hij weg moest." Wilmink is beter ingelicht, dan de boer op een morgen als deze, die in het laatste kwartaal wel zijn hele werk zullen moeten doen. De Duitse kroonprins is er ook vandoor! De hele familie staat op straat. Jan Stelmaker kijkt de winkelier aan, als twijfelde hij aan diens verstand. „Zeg, dat jaar is je nou blijkbaar overal naar je hoofd gestegen?" „Je kan er zoveel van zeggen! Maar het mag, als bepaal je tot dusver pas op ze. Ik heb het van de burgemeester. Hij had een telegram gekregen van de regering. <box>297 1260 523 1535</box>
